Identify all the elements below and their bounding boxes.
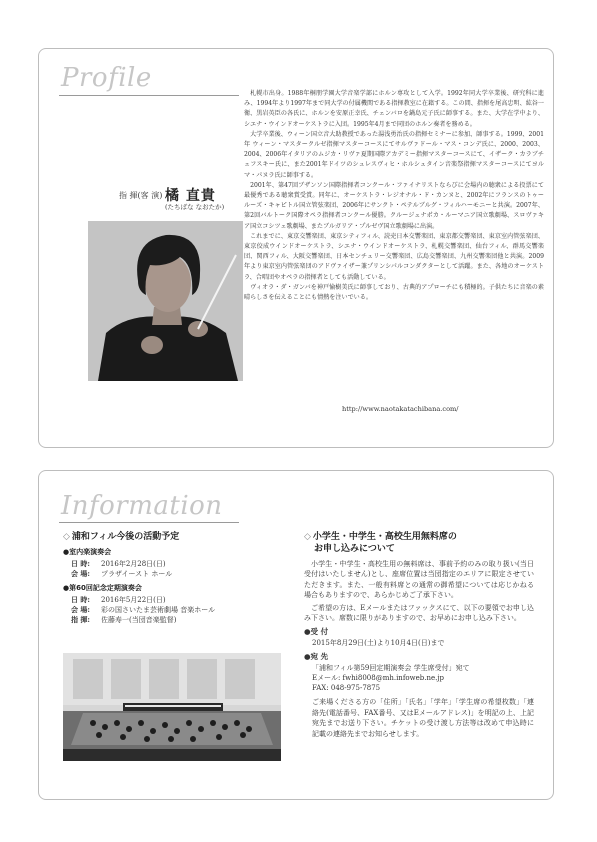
information-card bbox=[38, 470, 554, 800]
free-seats-paragraph: ご希望の方は、Eメールまたはファックスにて、以下の要領でお申し込み下さい。席数に限りがありますので、お早めにお申し込み下さい。 bbox=[304, 603, 534, 623]
event-name: ●第60回記念定期演奏会 bbox=[63, 584, 142, 592]
bio-paragraph: 大学卒業後、ウィーン国立音大助教授であった湯浅勇治氏の指揮セミナーに参加、師事する。1999、2001年 ウィーン・マスタークルゼ指揮マスターコースにてサルヴァドール・マス・コンデ氏に、2000、2003、2004、2006年イタリアのムジカ・リヴァ夏期国際アカデミー指揮マスターコースにて、イザーク・カラブチェフスキー氏に、また2001年ドイツのシュレスヴィヒ・ホルシュタイン音楽祭指揮マスターコースにてヨルマ・パヌラ氏に師事する。 bbox=[244, 130, 544, 179]
schedule-heading: ◇ 浦和フィル今後の活動予定 bbox=[63, 532, 180, 542]
conductor-portrait-photo bbox=[88, 221, 243, 381]
event-venue-row: 会 場: 彩の国さいたま芸術劇場 音楽ホール bbox=[71, 605, 216, 614]
free-seats-column bbox=[304, 531, 534, 741]
destination-label: ●宛 先 bbox=[304, 652, 329, 662]
conductor-name: 橘 直貴 bbox=[165, 188, 216, 204]
diamond-icon: ◇ bbox=[63, 532, 70, 542]
bio-paragraph: 札幌市出身。1988年桐朋学園大学音楽学部にホルン専攻として入学。1992年同大学卒業後、研究科に進み、1994年より1997年まで同大学の付属機関である指揮教室に在籍する。この間、指揮を尾高忠明、紘谷一衛、黒岩英臣の各氏に、ホルンを安原正幸氏、チェンバロを鍋島元子氏に師事する。また、大学在学中より、シエナ・ウインドオーケストラに入団。1995年4月まで同団のホルン奏者を務める。 bbox=[244, 90, 544, 128]
destination-email: Eメール: fwhi8008@mh.infoweb.ne.jp bbox=[312, 674, 444, 683]
diamond-icon: ◇ bbox=[304, 532, 311, 542]
event-date-row: 日 時: 2016年2月28日(日) bbox=[71, 559, 166, 568]
information-section-title: Information bbox=[61, 491, 223, 521]
schedule-column bbox=[63, 531, 303, 625]
information-title-rule bbox=[59, 522, 239, 523]
profile-card bbox=[38, 48, 554, 448]
free-seats-closing: ご来場くださる方の「住所」「氏名」「学年」「学生席の希望枚数」「連絡先(電話番号、FAX番号、又はEメールアドレス)」を明記の上、上記宛先までお送り下さい。チケットの受け渡し方法等は改めて申込時に記載の連絡先までお知らせします。 bbox=[312, 698, 534, 738]
conductor-role: 指 揮(客 演) bbox=[119, 191, 163, 200]
event-date-row: 日 時: 2016年5月22日(日) bbox=[71, 595, 166, 604]
profile-biography bbox=[244, 89, 544, 303]
website-url: http://www.naotakatachibana.com/ bbox=[342, 405, 459, 413]
bio-paragraph: 2001年、第47回ブザンソン国際指揮者コンクール・ファイナリストならびに会場内の聴衆による投票にて最優秀である聴衆賞受賞。同年に、オーケストラ・レジオナル・ド・カンヌと、2002年にフランスのトゥールーズ・キャピトル国立管弦楽団、2006年にサンクト・ペテルブルグ・フィルハーモニーと共演。2007年、第2回バルトーク国際オペラ指揮者コンクール優勝。クルージュナポカ・ルーマニア国立歌劇場、スロヴァキア国立コシツェ歌劇場、またブルガリア・プルゼヴ国立歌劇場に出演。 bbox=[244, 181, 544, 230]
profile-title-rule bbox=[59, 95, 239, 96]
event-venue-row: 会 場: プラザイースト ホール bbox=[71, 569, 173, 578]
free-seats-heading: ◇ 小学生・中学生・高校生用無料席の お申し込みについて bbox=[304, 532, 457, 554]
bio-paragraph: ヴィオラ・ダ・ガンバを神戸愉樹美氏に師事しており、古典的アプローチにも積極的。子供たちに音楽の素晴らしさを伝えることにも情熱を注いでいる。 bbox=[244, 283, 544, 302]
destination-line: 「浦和フィル第59回定期演奏会 学生席受付」宛て bbox=[312, 664, 470, 673]
bio-paragraph: これまでに、東京交響楽団、東京シティフィル、読売日本交響楽団、東京都交響楽団、東京室内管弦楽団、東京佼成ウインドオーケストラ、シエナ・ウインドオーケストラ、札幌交響楽団、仙台フィル、群馬交響楽団、関西フィル、大阪交響楽団、日本センチュリー交響楽団、広島交響楽団、九州交響楽団他と共演。2009年より東京室内管弦楽団のアドヴァイザー兼プリンシパルコンダクターとして活躍。また、各地のオーケストラ、合唱団やオペラの指揮者としても活動している。 bbox=[244, 232, 544, 281]
accept-label: ●受 付 bbox=[304, 627, 329, 637]
profile-section-title: Profile bbox=[61, 63, 152, 93]
accept-period: 2015年8月29日(土)より10月4日(日)まで bbox=[312, 639, 445, 648]
event-name: ●室内楽演奏会 bbox=[63, 548, 112, 556]
event-conductor-row: 指 揮: 佐藤寿一(当団音楽監督) bbox=[71, 615, 177, 624]
orchestra-concert-photo bbox=[63, 653, 281, 761]
conductor-name-reading: (たちばな なおたか) bbox=[165, 203, 225, 211]
free-seats-paragraph: 小学生・中学生・高校生用の無料席は、事前予約のみの取り扱い(当日受付はいたしません)とし、座席位置は当団指定のエリアに限定させていただきます。また、一般有料席との通常の御希望については応じかねる場合もありますので、あらかじめご了承下さい。 bbox=[304, 560, 534, 600]
destination-fax: FAX: 048-975-7875 bbox=[312, 684, 381, 693]
